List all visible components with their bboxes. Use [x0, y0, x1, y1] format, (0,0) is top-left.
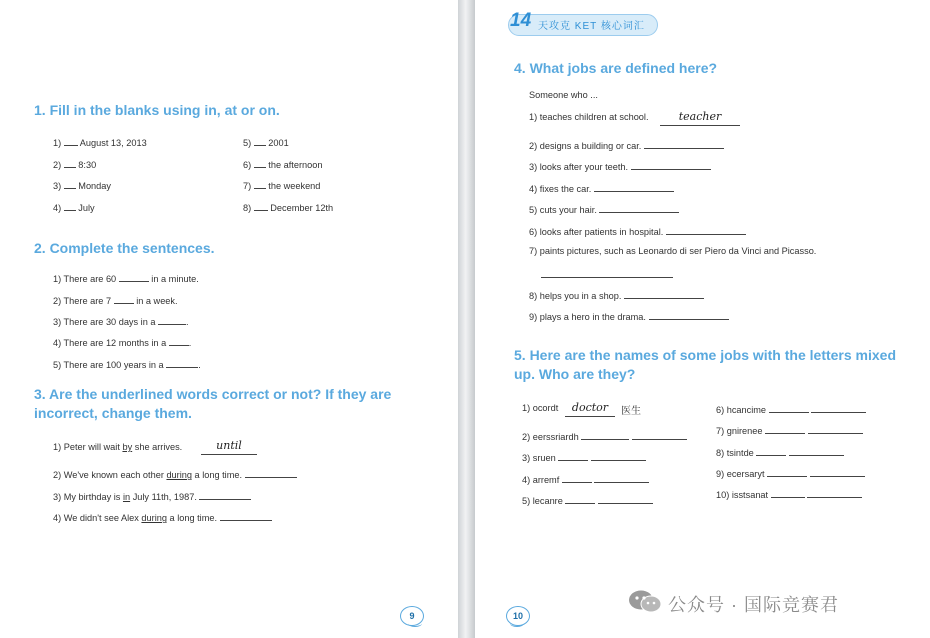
- section4-item-5: 5) cuts your hair.: [529, 203, 679, 215]
- section5-title-line2: up. Who are they?: [514, 366, 636, 382]
- section1-title: 1. Fill in the blanks using in, at or on.: [34, 102, 280, 118]
- section1-item-1: 1) August 13, 2013: [53, 138, 147, 148]
- section3-title-line2: incorrect, change them.: [34, 405, 192, 421]
- section3-item-1: 1) Peter will wait by she arrives.: [53, 442, 183, 452]
- section3-title-line1: 3. Are the underlined words correct or not? If they are: [34, 386, 392, 402]
- section5-item-10: 10) isstsanat: [716, 488, 862, 500]
- section2-item-5: 5) There are 100 years in a .: [53, 360, 201, 370]
- wechat-icon: [628, 589, 662, 613]
- section4-item-9: 9) plays a hero in the drama.: [529, 310, 729, 322]
- section4-item-7: 7) paints pictures, such as Leonardo di ser Piero da Vinci and Picasso.: [529, 246, 817, 256]
- section1-item-3: 3) Monday: [53, 181, 111, 191]
- header-title: 天攻克 KET 核心词汇: [538, 21, 645, 32]
- page-number-right: 10: [506, 606, 530, 626]
- section5-item-4: 4) arremf: [522, 473, 649, 485]
- page-number-swirl: [408, 620, 422, 627]
- page-number-left: 9: [400, 606, 424, 626]
- section5-item-7: 7) gnirenee: [716, 424, 863, 436]
- section5-answer-1[interactable]: doctor: [565, 398, 615, 417]
- section3-item-2: 2) We've known each other during a long time.: [53, 468, 297, 480]
- section5-item-8: 8) tsintde: [716, 446, 844, 458]
- section2-item-2: 2) There are 7 in a week.: [53, 296, 178, 306]
- section1-item-7: 7) the weekend: [243, 181, 321, 191]
- section4-item-3: 3) looks after your teeth.: [529, 160, 711, 172]
- section4-item-2: 2) designs a building or car.: [529, 139, 724, 151]
- section4-item-1: 1) teaches children at school.: [529, 112, 649, 122]
- section4-intro: Someone who ...: [529, 90, 598, 100]
- section4-title: 4. What jobs are defined here?: [514, 60, 718, 76]
- watermark-text: 公众号 · 国际竞赛君: [668, 595, 839, 615]
- left-page: [0, 0, 458, 638]
- section5-item-2: 2) eerssriardh: [522, 430, 687, 442]
- section4-answer-7[interactable]: [541, 268, 673, 278]
- book-spine: [458, 0, 475, 638]
- section3-item-4: 4) We didn't see Alex during a long time.: [53, 511, 272, 523]
- section5-item-3: 3) sruen: [522, 451, 646, 463]
- section5-item-9: 9) ecersaryt: [716, 467, 865, 479]
- section1-item-2: 2) 8:30: [53, 160, 97, 170]
- section1-item-8: 8) December 12th: [243, 203, 334, 213]
- section1-item-4: 4) July: [53, 203, 95, 213]
- section5-item-6: 6) hcancime: [716, 403, 866, 415]
- section2-item-4: 4) There are 12 months in a .: [53, 338, 192, 348]
- section1-item-5: 5) 2001: [243, 138, 289, 148]
- section5-item-5: 5) lecanre: [522, 494, 653, 506]
- section5-note-1: 医生: [621, 406, 641, 417]
- section2-item-1: 1) There are 60 in a minute.: [53, 274, 199, 284]
- section4-item-6: 6) looks after patients in hospital.: [529, 225, 746, 237]
- section3-item-3: 3) My birthday is in July 11th, 1987.: [53, 490, 251, 502]
- section4-item-8: 8) helps you in a shop.: [529, 289, 704, 301]
- section4-item-4: 4) fixes the car.: [529, 182, 674, 194]
- section1-item-6: 6) the afternoon: [243, 160, 323, 170]
- header-day-number: 14: [510, 10, 532, 31]
- section5-title-line1: 5. Here are the names of some jobs with the letters mixed: [514, 347, 897, 363]
- section4-answer-1[interactable]: teacher: [660, 107, 740, 126]
- section2-item-3: 3) There are 30 days in a .: [53, 317, 189, 327]
- page-number-swirl: [510, 620, 524, 627]
- section5-item-1: 1) ocordt: [522, 403, 559, 413]
- section2-title: 2. Complete the sentences.: [34, 240, 215, 256]
- section3-answer-1[interactable]: until: [201, 436, 257, 455]
